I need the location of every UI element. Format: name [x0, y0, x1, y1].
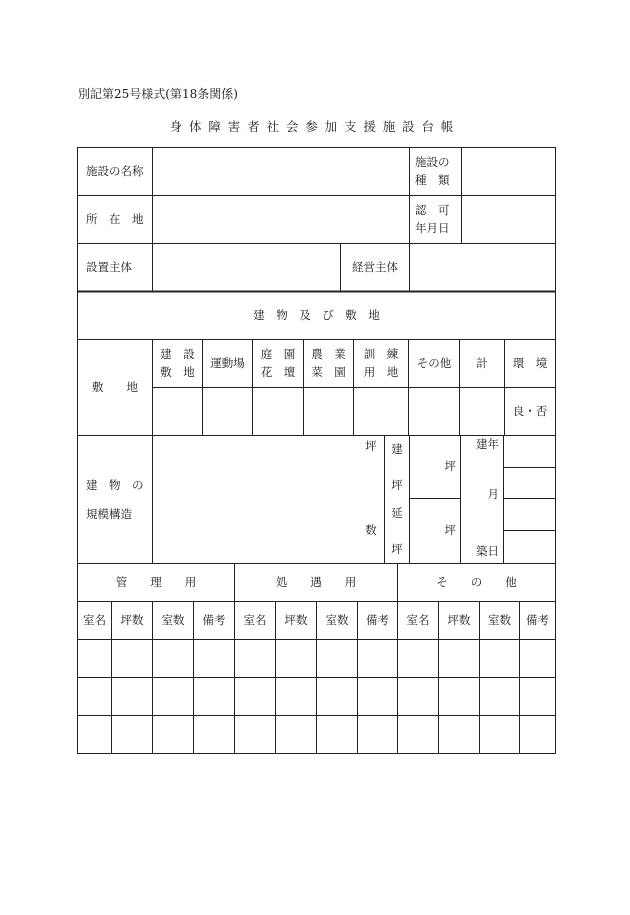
rooms-col-name: 室名: [243, 612, 267, 627]
room-cell[interactable]: [235, 716, 275, 753]
room-cell[interactable]: [235, 678, 275, 715]
operator-label: 経営主体: [352, 259, 398, 274]
operator-field[interactable]: [410, 244, 555, 291]
floor-area-unit[interactable]: 坪: [444, 523, 456, 538]
build-date-cell-2[interactable]: [504, 468, 555, 498]
site-value-playground[interactable]: [203, 388, 252, 435]
build-date-cell-1[interactable]: [504, 436, 555, 467]
room-cell[interactable]: [398, 640, 438, 677]
location-label: 所 在 地: [86, 211, 144, 226]
room-cell[interactable]: [153, 678, 193, 715]
room-cell[interactable]: [78, 716, 111, 753]
facility-type-label: 施設の 種 類: [415, 154, 450, 187]
site-label: 敷 地: [92, 379, 138, 394]
room-cell[interactable]: [358, 640, 397, 677]
room-cell[interactable]: [520, 678, 555, 715]
floor-area-label: 延 坪: [391, 505, 403, 557]
building-area-label: 建 坪: [391, 441, 403, 493]
room-cell[interactable]: [317, 678, 357, 715]
founder-label: 設置主体: [86, 259, 132, 274]
build-date-cell-3[interactable]: [504, 499, 555, 530]
room-cell[interactable]: [194, 640, 234, 677]
room-cell[interactable]: [276, 716, 316, 753]
facility-type-field[interactable]: [462, 148, 555, 195]
approval-date-label: 認 可 年月日: [415, 202, 450, 235]
room-cell[interactable]: [317, 640, 357, 677]
room-cell[interactable]: [317, 716, 357, 753]
room-cell[interactable]: [276, 678, 316, 715]
site-value-construction[interactable]: [153, 388, 202, 435]
rooms-col-remarks: 備考: [526, 612, 549, 627]
rooms-col-tsubo: 坪数: [284, 612, 308, 627]
structure-field[interactable]: [153, 436, 384, 563]
build-date-bottom: 築日: [476, 544, 499, 559]
room-cell[interactable]: [112, 678, 152, 715]
site-col-playground: 運動場: [210, 355, 245, 370]
site-col-farm: 農 業 菜 園: [311, 346, 346, 379]
rooms-col-tsubo: 坪数: [447, 612, 471, 627]
rooms-col-tsubo: 坪数: [120, 612, 144, 627]
tsubo-count-label: 坪 数: [365, 439, 377, 538]
buildings-section-title: 建 物 及 び 敷 地: [253, 308, 380, 323]
founder-field[interactable]: [153, 244, 340, 291]
build-date-top: 建年: [476, 437, 499, 452]
site-col-garden: 庭 園 花 壇: [260, 346, 296, 379]
structure-label: 建 物 の 規模構造: [86, 477, 144, 521]
rooms-col-count: 室数: [161, 612, 185, 627]
environment-label: 環 境: [512, 355, 548, 370]
room-cell[interactable]: [520, 716, 555, 753]
rooms-group-care: 処 遇 用: [275, 574, 357, 589]
room-cell[interactable]: [112, 716, 152, 753]
room-cell[interactable]: [480, 678, 519, 715]
form-reference: 別記第25号様式(第18条関係): [78, 87, 238, 101]
site-col-total: 計: [476, 355, 488, 370]
room-cell[interactable]: [78, 678, 111, 715]
site-value-garden[interactable]: [253, 388, 303, 435]
room-cell[interactable]: [398, 678, 438, 715]
environment-value[interactable]: 良・否: [512, 403, 548, 418]
site-col-training: 訓 練 用 地: [363, 346, 399, 379]
build-date-cell-4[interactable]: [504, 531, 555, 563]
site-col-construction: 建 設 敷 地: [160, 346, 195, 379]
room-cell[interactable]: [439, 716, 479, 753]
room-cell[interactable]: [235, 640, 275, 677]
form-title: 身体障害者社会参加支援施設台帳: [169, 119, 461, 134]
site-value-farm[interactable]: [304, 388, 353, 435]
room-cell[interactable]: [480, 640, 519, 677]
room-cell[interactable]: [439, 678, 479, 715]
rooms-col-count: 室数: [488, 612, 511, 627]
room-cell[interactable]: [78, 640, 111, 677]
rooms-group-management: 管 理 用: [115, 574, 197, 589]
room-cell[interactable]: [398, 716, 438, 753]
room-cell[interactable]: [520, 640, 555, 677]
rooms-group-other: そ の 他: [436, 574, 517, 589]
room-cell[interactable]: [439, 640, 479, 677]
rooms-col-name: 室名: [83, 612, 106, 627]
building-area-unit[interactable]: 坪: [444, 459, 456, 474]
room-cell[interactable]: [194, 716, 234, 753]
site-col-other: その他: [416, 355, 452, 370]
rooms-col-count: 室数: [325, 612, 349, 627]
room-cell[interactable]: [358, 678, 397, 715]
room-cell[interactable]: [480, 716, 519, 753]
room-cell[interactable]: [276, 640, 316, 677]
approval-date-field[interactable]: [462, 196, 555, 243]
build-date-month: 月: [487, 487, 499, 502]
facility-name-field[interactable]: [153, 148, 409, 195]
site-value-total[interactable]: [460, 388, 504, 435]
site-value-other[interactable]: [409, 388, 459, 435]
room-cell[interactable]: [153, 716, 193, 753]
rooms-col-remarks: 備考: [366, 612, 389, 627]
location-field[interactable]: [153, 196, 409, 243]
room-cell[interactable]: [194, 678, 234, 715]
rooms-col-remarks: 備考: [202, 612, 226, 627]
rooms-col-name: 室名: [406, 612, 430, 627]
site-value-training[interactable]: [354, 388, 408, 435]
facility-name-label: 施設の名称: [86, 163, 144, 178]
room-cell[interactable]: [112, 640, 152, 677]
room-cell[interactable]: [358, 716, 397, 753]
room-cell[interactable]: [153, 640, 193, 677]
